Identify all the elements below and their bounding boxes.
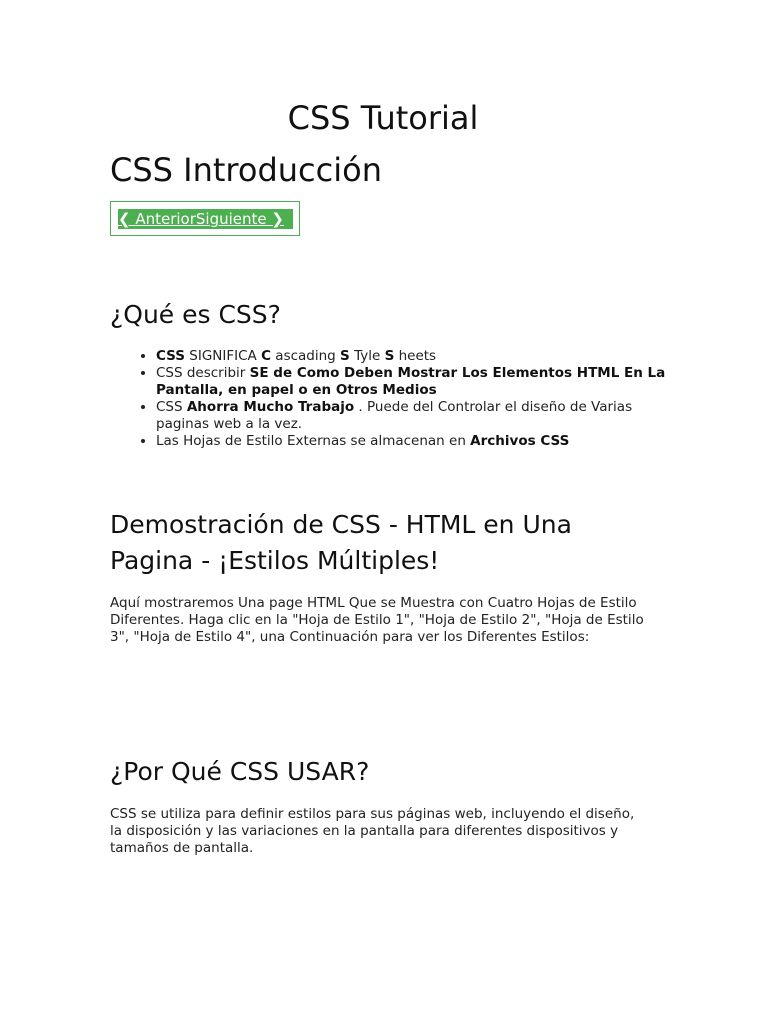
next-link[interactable]: Siguiente ❯ xyxy=(195,210,284,228)
list-item: • CSS describir SE de Como Deben Mostrar Los Elementos HTML En La Pantalla, en papel o en Otros Medios xyxy=(156,365,676,399)
demo-paragraph: Aquí mostraremos Una page HTML Que se Muestra con Cuatro Hojas de Estilo Diferentes. Haga clic en la "Hoja de Estilo 1", "Hoja de Estilo 2", "Hoja de Estilo 3", "Hoja de Estilo 4", una Continuación para ver los Diferentes Estilos: xyxy=(110,595,644,645)
section-heading-what-is-css: ¿Qué es CSS? xyxy=(110,300,281,329)
list-item: • CSS SIGNIFICA C ascading S Tyle S heets xyxy=(156,348,676,365)
list-item: • Las Hojas de Estilo Externas se almacenan en Archivos CSS xyxy=(156,433,676,450)
page-title: CSS Tutorial xyxy=(287,99,479,137)
list-item: • CSS Ahorra Mucho Trabajo . Puede del Controlar el diseño de Varias paginas web a la vez. xyxy=(156,399,676,433)
definition-list xyxy=(134,348,676,450)
section-heading-demo: Demostración de CSS - HTML en Una Pagina - ¡Estilos Múltiples! xyxy=(110,510,572,575)
section-heading-why-use-css: ¿Por Qué CSS USAR? xyxy=(110,757,370,786)
why-paragraph: CSS se utiliza para definir estilos para sus páginas web, incluyendo el diseño, la disposición y las variaciones en la pantalla para diferentes dispositivos y tamaños de pantalla. xyxy=(110,806,635,856)
section-heading-intro: CSS Introducción xyxy=(110,151,382,189)
pagination-nav xyxy=(110,201,300,236)
pagination-buttons xyxy=(118,209,293,229)
previous-link[interactable]: ❮ Anterior xyxy=(118,210,196,228)
